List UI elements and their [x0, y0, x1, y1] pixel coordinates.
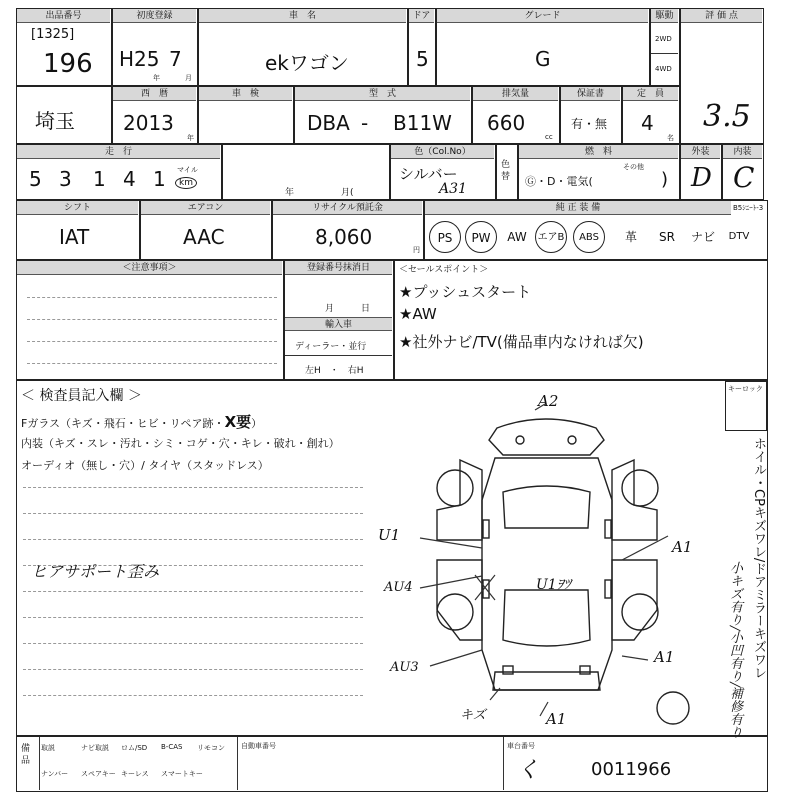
displacement-value: 660 — [487, 111, 526, 135]
mileage-digit: 4 — [123, 167, 136, 191]
footer-item: キーレス — [121, 770, 149, 778]
type-label: 型 式 — [295, 87, 470, 101]
equipment-item: DTV — [728, 231, 750, 242]
type-prefix: DBA — [307, 111, 350, 135]
exterior-grade: D — [691, 163, 712, 193]
mark-bottom-right: A1 — [546, 710, 567, 728]
year-unit: 年 — [187, 134, 194, 142]
capacity-value: 4 — [641, 111, 654, 135]
equipment-item: 革 — [624, 230, 637, 244]
inspector-line-3: オーディオ（無し・穴）/ タイヤ（スタッドレス） — [21, 459, 269, 472]
mileage-digit: 1 — [153, 167, 166, 191]
mark-right-low: A1 — [654, 648, 675, 666]
equipment-label: 純 正 装 備 — [425, 201, 731, 215]
registration-label: 登録番号抹消日 — [285, 261, 392, 275]
small-code: B5ｼﾆｰﾄ-3 — [733, 204, 764, 212]
footer-item: B-CAS — [161, 743, 183, 751]
first-reg-label: 初度登録 — [113, 9, 196, 23]
inspector-line-1-text: Fガラス（キズ・飛石・ヒビ・リペア跡・ — [21, 417, 225, 430]
warranty-value: 有・無 — [571, 117, 608, 131]
side-note-handwritten: 小キズ有り/小凹有り/補修有り — [727, 561, 742, 739]
footer-item: リモコン — [197, 744, 225, 752]
mark-top: A2 — [538, 392, 559, 410]
fuel-close: ) — [661, 169, 669, 190]
first-reg-era: H25 — [119, 47, 160, 71]
score-value: 3.5 — [703, 99, 751, 134]
model-name: ekワゴン — [265, 51, 349, 75]
fuel-options: Ⓖ・D・電気( — [525, 175, 593, 188]
mileage-mile-unit: マイル — [177, 166, 198, 174]
footer-item: ナンバー — [41, 770, 69, 778]
color-label: 色（Col.No） — [391, 145, 494, 159]
ac-label: エアコン — [141, 201, 270, 215]
sales-point-2: ★AW — [399, 305, 437, 323]
steering-option: 左H ・ 右H — [305, 366, 364, 376]
vin-mark: く — [517, 758, 540, 783]
side-note-vertical: ホイル・CPキズワレ/ドアミラーキズワレ — [751, 437, 766, 680]
recycle-label: リサイクル預託金 — [273, 201, 422, 215]
first-reg-month: 7 — [169, 47, 182, 71]
exterior-label: 外装 — [681, 145, 720, 159]
drive-label: 駆動 — [651, 9, 678, 23]
equipment-item: ABS — [573, 221, 605, 253]
capacity-unit: 名 — [667, 134, 674, 142]
equipment-item: ナビ — [690, 230, 715, 244]
inspector-line-1-close: ） — [251, 417, 263, 430]
cc-unit: cc — [545, 133, 553, 141]
inspection-label: 車 検 — [199, 87, 292, 101]
sales-point-3: ★社外ナビ/TV(備品車内なければ欠) — [399, 333, 644, 351]
interior-grade: C — [733, 161, 755, 194]
inspection-month: 月( — [341, 188, 354, 198]
shift-label: シフト — [17, 201, 138, 215]
mileage-digit: 5 — [29, 167, 42, 191]
footer-item: 取説 — [41, 744, 55, 752]
shift-value: IAT — [59, 225, 90, 249]
equipment-item: PW — [465, 221, 497, 253]
mark-left-mid: AU4 — [384, 580, 413, 595]
mark-center: U1ｦﾂ — [536, 577, 571, 593]
score-label: 評 価 点 — [681, 9, 762, 23]
key-lock-label: キーロック — [728, 385, 763, 393]
recycle-value: 8,060 — [315, 225, 373, 249]
fuel-label: 燃 料 — [519, 145, 678, 159]
footer-item: スペアキー — [81, 770, 116, 778]
notes-label: ＜注意事項＞ — [17, 261, 282, 275]
footer-item: スマートキー — [161, 770, 203, 778]
year-value: 2013 — [123, 111, 174, 135]
mark-left-upper: U1 — [378, 526, 401, 544]
mileage-label: 走 行 — [17, 145, 220, 159]
mileage-digit: 1 — [93, 167, 106, 191]
reg-number-label: 自動車番号 — [241, 742, 276, 750]
fuel-other-label: その他 — [623, 163, 644, 171]
month-suffix: 月 — [185, 74, 192, 82]
doors-value: 5 — [416, 47, 429, 71]
lot-number: 196 — [43, 49, 93, 79]
vin-label: 車台番号 — [507, 742, 535, 750]
recycle-unit: 円 — [413, 246, 420, 254]
inspector-label: ＜ 検査員記入欄 ＞ — [21, 388, 142, 404]
color-change-label: 色替 — [501, 160, 511, 182]
vin-value: 0011966 — [591, 759, 672, 780]
footer-item: ロム/SD — [121, 744, 148, 752]
doors-label: ドア — [409, 9, 434, 23]
footer-side-label: 備品 — [21, 744, 31, 766]
year-label: 西 暦 — [113, 87, 196, 101]
ac-value: AAC — [183, 225, 225, 249]
grade-value: G — [535, 47, 551, 71]
inspector-line-2: 内装（キズ・スレ・汚れ・シミ・コゲ・穴・キレ・破れ・創れ） — [21, 437, 340, 450]
inspection-year: 年 — [285, 188, 295, 198]
lot-bracket: [1325] — [31, 27, 75, 42]
type-dash: - — [361, 111, 369, 135]
color-code: A31 — [439, 181, 467, 197]
prefecture: 埼玉 — [35, 109, 75, 133]
mark-right-upper: A1 — [672, 538, 693, 556]
sales-points-label: ＜セールスポイント＞ — [399, 265, 489, 275]
type-code: B11W — [393, 111, 452, 135]
footer-item: ナビ取説 — [81, 744, 109, 752]
handwritten-note: ヒアサポート歪み — [31, 562, 160, 581]
capacity-label: 定 員 — [623, 87, 678, 101]
inspector-line-1-mark: X要 — [224, 413, 252, 431]
interior-label: 内装 — [723, 145, 762, 159]
mileage-digit: 3 — [59, 167, 72, 191]
grade-label: グレード — [437, 9, 648, 23]
drive-2wd: 2WD — [655, 35, 672, 43]
model-label: 車 名 — [199, 9, 406, 23]
sales-point-1: ★プッシュスタート — [399, 283, 532, 301]
equipment-item: SR — [659, 230, 675, 244]
year-suffix: 年 — [153, 74, 160, 82]
warranty-label: 保証書 — [561, 87, 620, 101]
displacement-label: 排気量 — [473, 87, 558, 101]
lot-label: 出品番号 — [17, 9, 110, 23]
color-name: シルバー — [399, 165, 458, 183]
mileage-km-unit: km — [175, 177, 197, 189]
dealer-option: ディーラー・並行 — [295, 342, 367, 352]
equipment-item: エアB — [535, 221, 567, 253]
footer — [16, 736, 768, 792]
registration-date: 月 日 — [325, 304, 371, 314]
mark-left-low: AU3 — [390, 660, 419, 675]
equipment-item: AW — [507, 230, 527, 244]
import-label: 輸入車 — [285, 317, 392, 331]
equipment-item: PS — [429, 221, 461, 253]
drive-4wd: 4WD — [655, 65, 672, 73]
mark-bottom-left: キズ — [460, 708, 486, 723]
